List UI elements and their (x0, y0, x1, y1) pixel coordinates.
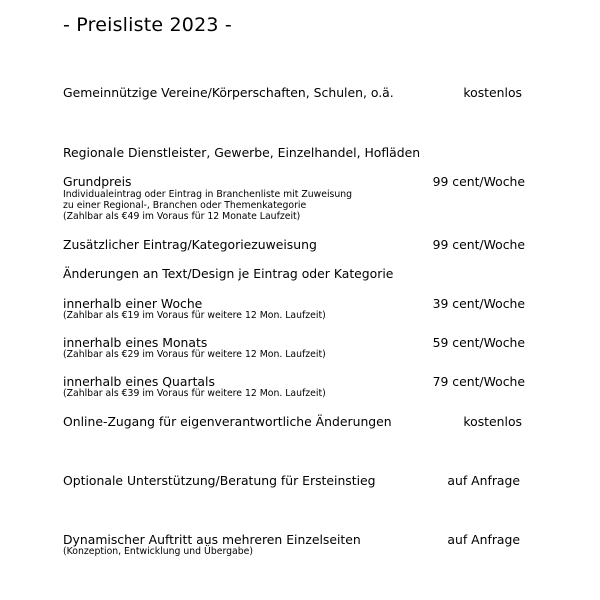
change-quarter-price: 79 cent/Woche (432, 374, 525, 389)
change-week-price: 39 cent/Woche (432, 296, 525, 311)
additional-price: 99 cent/Woche (432, 237, 525, 252)
optional-support-label: Optionale Unterstützung/Beratung für Ersteinstieg (63, 473, 376, 488)
basic-desc-line1: Individualeintrag oder Eintrag in Branchenliste mit Zuweisung (63, 189, 353, 200)
change-week-label: innerhalb einer Woche (63, 296, 203, 311)
dynamic-label: Dynamischer Auftritt aus mehreren Einzelseiten (63, 532, 361, 547)
nonprofit-label: Gemeinnützige Vereine/Körperschaften, Schulen, o.ä. (63, 85, 394, 100)
change-month-note: (Zahlbar als €29 im Voraus für weitere 12 Mon. Laufzeit) (63, 349, 326, 360)
regional-heading: Regionale Dienstleister, Gewerbe, Einzelhandel, Hofläden (63, 145, 421, 160)
nonprofit-price: kostenlos (463, 85, 522, 100)
dynamic-price: auf Anfrage (447, 532, 520, 547)
basic-label: Grundpreis (63, 174, 132, 189)
change-week-note: (Zahlbar als €19 im Voraus für weitere 12 Mon. Laufzeit) (63, 310, 326, 321)
change-month-price: 59 cent/Woche (432, 335, 525, 350)
page-title: - Preisliste 2023 - (63, 14, 232, 36)
optional-support-price: auf Anfrage (447, 473, 520, 488)
changes-heading: Änderungen an Text/Design je Eintrag oder Kategorie (63, 266, 394, 281)
basic-desc-line2: zu einer Regional-, Branchen oder Themenkategorie (63, 200, 307, 211)
basic-price: 99 cent/Woche (432, 174, 525, 189)
additional-label: Zusätzlicher Eintrag/Kategoriezuweisung (63, 237, 317, 252)
change-quarter-label: innerhalb eines Quartals (63, 374, 215, 389)
basic-note: (Zahlbar als €49 im Voraus für 12 Monate Laufzeit) (63, 211, 301, 222)
change-month-label: innerhalb eines Monats (63, 335, 208, 350)
dynamic-note: (Konzeption, Entwicklung und Übergabe) (63, 546, 253, 557)
change-quarter-note: (Zahlbar als €39 im Voraus für weitere 12 Mon. Laufzeit) (63, 388, 326, 399)
online-access-price: kostenlos (463, 414, 522, 429)
online-access-label: Online-Zugang für eigenverantwortliche Änderungen (63, 414, 392, 429)
